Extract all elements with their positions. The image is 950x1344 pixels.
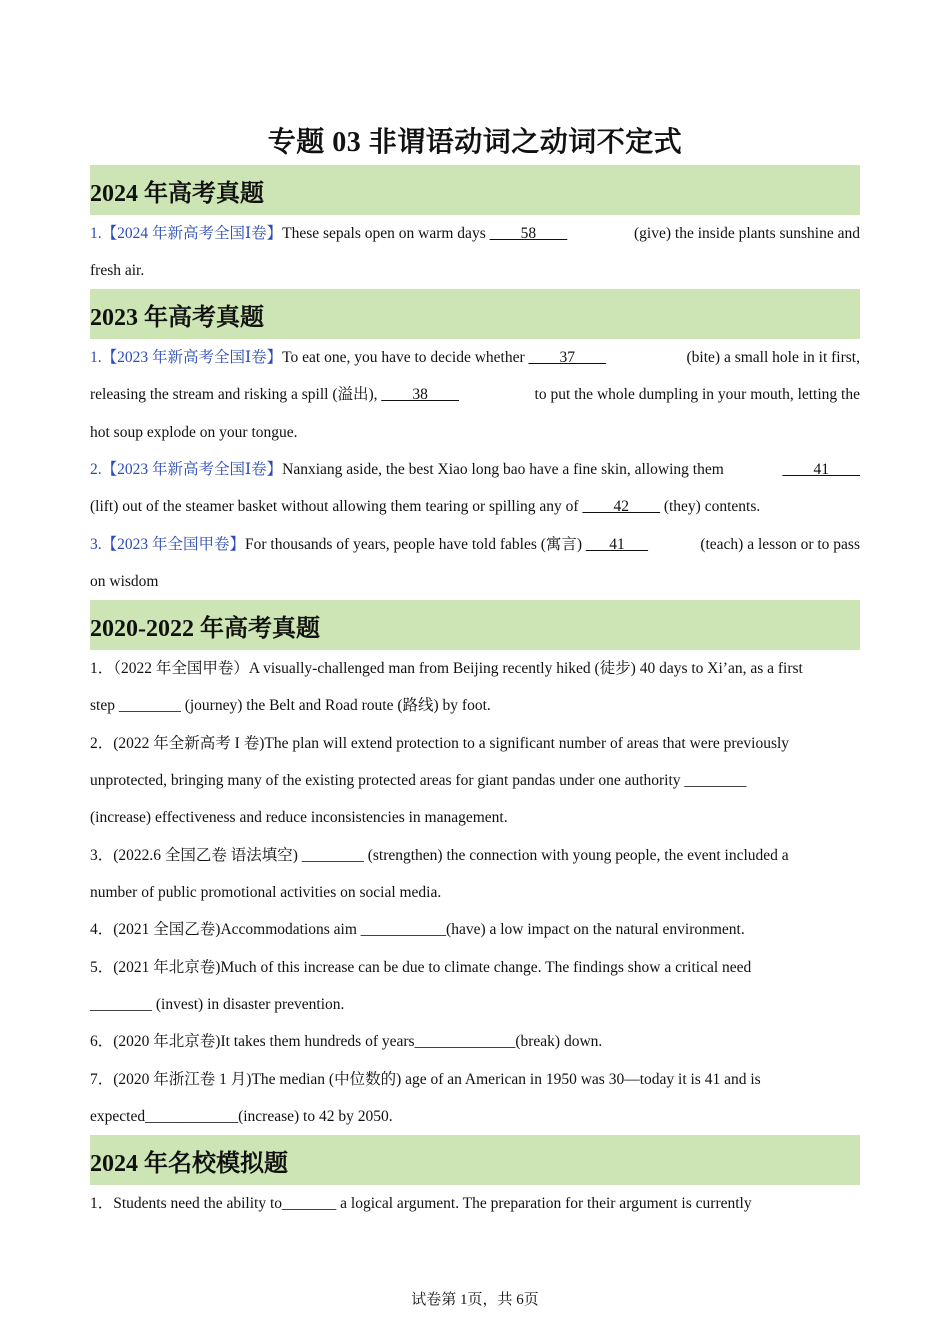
- answer-blank: ____38____: [381, 386, 459, 403]
- question-line: 3．(2022.6 全国乙卷 语法填空) ________ (strengthen) the connection with young people, the event included a: [90, 847, 789, 864]
- question-line: fresh air.: [90, 262, 145, 279]
- question-text: To eat one, you have to decide whether: [282, 349, 529, 366]
- question-line: 1．Students need the ability to_______ a logical argument. The preparation for their argument is currently: [90, 1195, 752, 1212]
- question-text: (they) contents.: [659, 498, 761, 515]
- question-line: 4．(2021 全国乙卷)Accommodations aim ___________(have) a low impact on the natural environment.: [90, 921, 745, 938]
- question-text: (bite) a small hole in it first,: [686, 349, 860, 366]
- question-line: [90, 385, 860, 405]
- section-title: 2024 年高考真题: [90, 180, 264, 207]
- answer-blank: ___41___: [585, 536, 648, 553]
- question-line: [90, 224, 860, 244]
- question-text: For thousands of years, people have told fables (寓言): [245, 536, 586, 553]
- question-line: number of public promotional activities on social media.: [90, 884, 442, 901]
- section-header-2024-exam: [90, 165, 860, 215]
- question-line: hot soup explode on your tongue.: [90, 424, 298, 441]
- answer-blank: ____58____: [489, 225, 568, 242]
- question-text: (lift) out of the steamer basket without allowing them tearing or spilling any of: [90, 498, 583, 515]
- section-header-2024-mock: [90, 1135, 860, 1185]
- question-text: Nanxiang aside, the best Xiao long bao have a fine skin, allowing them: [282, 461, 724, 478]
- question-source: 3.【2023 年全国甲卷】: [90, 536, 246, 553]
- question-text: (give) the inside plants sunshine and: [634, 225, 860, 242]
- question-line: 2．(2022 年全新高考 I 卷)The plan will extend protection to a significant number of areas that were previously: [90, 735, 790, 752]
- section-header-2020-2022-exam: [90, 600, 860, 650]
- section-title: 2024 年名校模拟题: [90, 1150, 288, 1177]
- question-line: expected____________(increase) to 42 by 2050.: [90, 1108, 393, 1125]
- question-line: ________ (invest) in disaster prevention.: [90, 996, 345, 1013]
- question-line: 7．(2020 年浙江卷 1 月)The median (中位数的) age of an American in 1950 was 30—today it is 41 and is: [90, 1071, 761, 1088]
- question-source: 1.【2023 年新高考全国Ⅰ卷】: [90, 349, 283, 366]
- answer-blank: ____41____: [782, 461, 860, 478]
- question-line: [90, 497, 860, 517]
- question-text: These sepals open on warm days: [282, 225, 490, 242]
- section-title: 2020-2022 年高考真题: [90, 615, 320, 642]
- question-text: releasing the stream and risking a spill (溢出),: [90, 386, 382, 403]
- answer-blank: ____42____: [582, 498, 660, 515]
- page-footer: 试卷第 1页，共 6页: [411, 1292, 539, 1308]
- answer-blank: ____37____: [528, 349, 607, 366]
- question-text: to put the whole dumpling in your mouth, letting the: [534, 386, 860, 403]
- question-line: [90, 348, 860, 368]
- question-line: 6．(2020 年北京卷)It takes them hundreds of years_____________(break) down.: [90, 1033, 603, 1050]
- question-line: on wisdom: [90, 573, 159, 590]
- question-text: (teach) a lesson or to pass: [700, 536, 860, 553]
- question-line: unprotected, bringing many of the existing protected areas for giant pandas under one authority ________: [90, 772, 747, 789]
- section-header-2023-exam: [90, 289, 860, 339]
- question-line: 1．（2022 年全国甲卷）A visually-challenged man from Beijing recently hiked (徒步) 40 days to Xi’an, as a first: [90, 660, 803, 677]
- question-source: 2.【2023 年新高考全国Ⅰ卷】: [90, 461, 283, 478]
- question-line: 5．(2021 年北京卷)Much of this increase can be due to climate change. The findings show a critical need: [90, 959, 752, 976]
- question-source: 1.【2024 年新高考全国Ⅰ卷】: [90, 225, 283, 242]
- question-line: step ________ (journey) the Belt and Road route (路线) by foot.: [90, 697, 491, 714]
- section-title: 2023 年高考真题: [90, 304, 264, 331]
- page-title: 专题 03 非谓语动词之动词不定式: [267, 127, 683, 158]
- question-line: [90, 535, 860, 555]
- question-line: [90, 460, 860, 480]
- question-line: (increase) effectiveness and reduce inconsistencies in management.: [90, 809, 508, 826]
